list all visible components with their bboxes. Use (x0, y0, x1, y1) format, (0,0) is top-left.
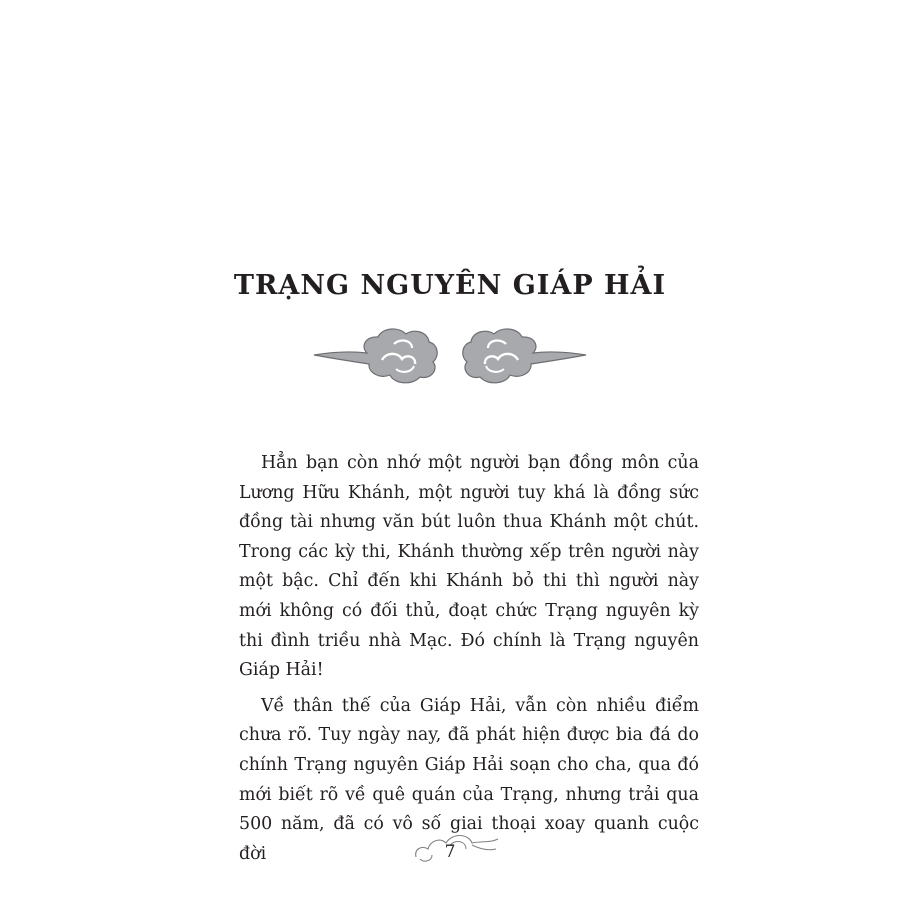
right-cloud-icon (463, 329, 586, 383)
paragraph-1: Hẳn bạn còn nhớ một người bạn đồng môn của Lương Hữu Khánh, một người tuy khá là đồng sức đồng tài nhưng văn bút luôn thua Khánh một chút. Trong các kỳ thi, Khánh thường xếp trên người này một bậc. Chỉ đến khi Khánh bỏ thi thì người này mới không có đối thủ, đoạt chức Trạng nguyên kỳ thi đình triều nhà Mạc. Đó chính là Trạng nguyên Giáp Hải! (239, 453, 699, 681)
paragraph-2: Về thân thế của Giáp Hải, vẫn còn nhiều điểm chưa rõ. Tuy ngày nay, đã phát hiện được bia đá do chính Trạng nguyên Giáp Hải soạn cho cha, qua đó mới biết rõ về quê quán của Trạng, nhưng trải qua 500 năm, đã có vô số giai thoại xoay quanh cuộc đời (239, 695, 699, 864)
cloud-ornament-icon (312, 322, 588, 390)
page-number: 7 (444, 842, 456, 862)
page-footer (410, 823, 500, 869)
chapter-title: TRẠNG NGUYÊN GIÁP HẢI (233, 270, 667, 301)
body-text (239, 449, 699, 875)
left-cloud-icon (314, 329, 437, 383)
